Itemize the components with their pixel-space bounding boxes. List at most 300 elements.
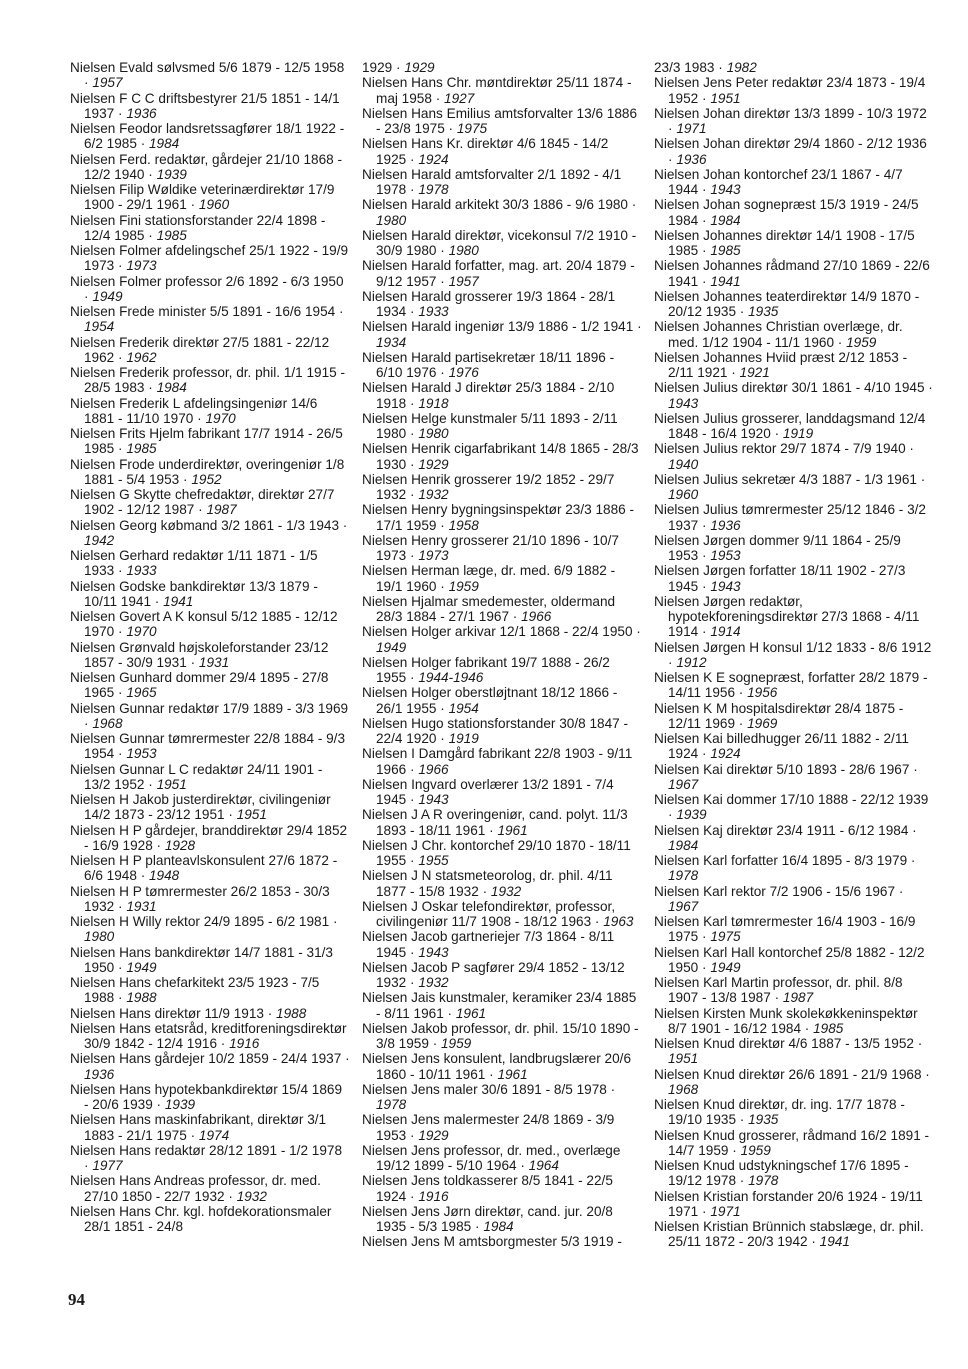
index-entry <box>654 792 934 823</box>
entry-year: 1962 <box>126 349 157 365</box>
index-entry <box>70 853 350 884</box>
index-entry <box>654 1158 934 1189</box>
entry-text: Nielsen Karl Hall kontorchef 25/8 1882 - 12/2 1950 · <box>654 944 925 975</box>
entry-text: Nielsen F C C driftsbestyrer 21/5 1851 - 14/1 1937 · <box>70 90 340 121</box>
entry-year: 1976 <box>448 365 479 380</box>
entry-text: Nielsen Julius direktør 30/1 1861 - 4/10 1945 · <box>654 380 933 396</box>
entry-year: 1939 <box>164 1097 196 1112</box>
index-entry <box>362 472 642 503</box>
entry-year: 1971 <box>710 1203 741 1219</box>
index-entry <box>70 365 350 396</box>
entry-year: 1924 <box>710 746 741 762</box>
entry-year: 1984 <box>483 1219 514 1234</box>
index-entry <box>654 1128 934 1159</box>
entry-text: Nielsen Jens M amtsborgmester 5/3 1919 - <box>362 1234 622 1250</box>
entry-year: 1948 <box>149 868 180 884</box>
entry-text: Nielsen Helge kunstmaler 5/11 1893 - 2/11 1980 · <box>362 410 618 441</box>
entry-year: 1943 <box>418 944 449 960</box>
entry-year: 1932 <box>490 883 522 899</box>
entry-text: Nielsen Johannes Christian overlæge, dr. med. 1/12 1904 - 11/1 1960 · <box>654 319 903 350</box>
entry-text: Nielsen Hugo stationsforstander 30/8 1847 - 22/4 1920 · <box>362 715 628 746</box>
entry-text: Nielsen Julius grosserer, landdagsmand 12/4 1848 - 16/4 1920 · <box>654 410 926 441</box>
entry-text: Nielsen Gerhard redaktør 1/11 1871 - 1/5 1933 · <box>70 548 318 579</box>
index-entry <box>654 60 934 75</box>
entry-text: Nielsen Jais kunstmaler, keramiker 23/4 1885 - 8/11 1961 · <box>362 990 637 1021</box>
entry-year: 1970 <box>205 410 236 426</box>
entry-year: 1931 <box>198 654 230 670</box>
index-entry <box>654 1067 934 1098</box>
entry-year: 1939 <box>676 807 707 823</box>
index-entry <box>654 228 934 259</box>
entry-year: 1960 <box>198 197 230 213</box>
entry-year: 1961 <box>455 1005 487 1021</box>
entry-text: Nielsen Folmer professor 2/6 1892 - 6/3 1950 · <box>70 273 344 304</box>
entry-text: Nielsen Harald arkitekt 30/3 1886 - 9/6 1980 · <box>362 197 637 213</box>
entry-text: Nielsen Karl rektor 7/2 1906 - 15/6 1967 · <box>654 883 904 899</box>
entry-text: Nielsen Grønvald højskoleforstander 23/12 1857 - 30/9 1931 · <box>70 639 329 670</box>
entry-text: Nielsen Hans chefarkitekt 23/5 1923 - 7/5 1988 · <box>70 975 320 1006</box>
entry-text: Nielsen Frede minister 5/5 1891 - 16/6 1954 · <box>70 304 344 319</box>
entry-year: 1916 <box>418 1188 449 1204</box>
entry-year: 1949 <box>376 639 407 655</box>
entry-text: Nielsen Johan direktør 13/3 1899 - 10/3 1972 · <box>654 105 927 136</box>
entry-year: 1939 <box>156 166 187 182</box>
entry-text: Nielsen Karl Martin professor, dr. phil. 8/8 1907 - 13/8 1987 · <box>654 975 903 1006</box>
entry-text: Nielsen Henrik cigarfabrikant 14/8 1865 - 28/3 1930 · <box>362 441 639 472</box>
entry-text: Nielsen Godske bankdirektør 13/3 1879 - 10/11 1941 · <box>70 578 318 609</box>
entry-year: 1944-1946 <box>418 670 484 685</box>
index-entry <box>70 487 350 518</box>
entry-text: Nielsen Jakob professor, dr. phil. 15/10 1890 - 3/8 1959 · <box>362 1020 639 1051</box>
entry-year: 1967 <box>668 776 699 792</box>
index-entry <box>654 136 934 167</box>
index-entry <box>70 914 350 945</box>
entry-text: Nielsen Kaj direktør 23/4 1911 - 6/12 1984 · <box>654 822 917 838</box>
index-entry <box>70 1173 350 1204</box>
entry-year: 1949 <box>126 959 157 975</box>
index-entry <box>654 197 934 228</box>
entry-year: 1963 <box>603 914 634 929</box>
entry-text: Nielsen Johannes rådmand 27/10 1869 - 22/6 1941 · <box>654 258 930 289</box>
entry-year: 1952 <box>191 471 222 487</box>
entry-year: 1957 <box>92 75 123 91</box>
entry-year: 1961 <box>497 822 528 838</box>
entry-year: 1932 <box>418 487 449 502</box>
entry-year: 1969 <box>747 715 778 731</box>
entry-year: 1919 <box>448 731 479 746</box>
entry-year: 1987 <box>782 990 814 1006</box>
index-entry <box>362 289 642 320</box>
index-entry <box>70 640 350 671</box>
index-entry <box>70 1143 350 1174</box>
entry-year: 1956 <box>747 685 778 701</box>
entry-text: Nielsen Johannes teaterdirektør 14/9 1870 - 20/12 1935 · <box>654 288 920 319</box>
entry-year: 1977 <box>92 1158 123 1173</box>
entry-year: 1941 <box>710 273 741 289</box>
entry-text: Nielsen Karl tømrermester 16/4 1903 - 16/9 1975 · <box>654 914 916 945</box>
index-entry <box>362 777 642 808</box>
entry-year: 1964 <box>528 1158 559 1173</box>
entry-year: 1957 <box>448 273 479 289</box>
index-entry <box>654 1219 934 1250</box>
index-entry <box>654 1097 934 1128</box>
entry-text: Nielsen Georg købmand 3/2 1861 - 1/3 1943 · <box>70 517 348 533</box>
entry-year: 1933 <box>126 563 157 579</box>
index-entry <box>654 762 934 793</box>
entry-text: Nielsen H P tømrermester 26/2 1853 - 30/3 1932 · <box>70 883 330 914</box>
entry-text: Nielsen Frits Hjelm fabrikant 17/7 1914 - 26/5 1985 · <box>70 426 343 457</box>
index-entry <box>362 1082 642 1113</box>
entry-text: Nielsen J Chr. kontorchef 29/10 1870 - 18/11 1955 · <box>362 837 631 868</box>
index-entry <box>362 899 642 930</box>
entry-text: Nielsen Gunnar tømrermester 22/8 1884 - 9/3 1954 · <box>70 731 346 762</box>
entry-text: Nielsen Kristian Brünnich stabslæge, dr. phil. 25/11 1872 - 20/3 1942 · <box>654 1219 924 1250</box>
index-entry <box>70 121 350 152</box>
entry-text: Nielsen Hans bankdirektør 14/7 1881 - 31/3 1950 · <box>70 944 333 975</box>
index-entry <box>70 152 350 183</box>
index-entry <box>70 670 350 701</box>
entry-text: Nielsen Kai direktør 5/10 1893 - 28/6 1967 · <box>654 761 918 777</box>
entry-year: 1959 <box>448 578 479 594</box>
index-entry <box>362 60 642 75</box>
entry-text: Nielsen Evald sølvsmed 5/6 1879 - 12/5 1958 · <box>70 60 345 91</box>
entry-text: Nielsen Julius rektor 29/7 1874 - 7/9 1940 · <box>654 441 914 457</box>
entry-year: 1988 <box>276 1005 307 1021</box>
entry-year: 1975 <box>456 121 488 136</box>
entry-text: Nielsen Frederik professor, dr. phil. 1/1 1915 - 28/5 1983 · <box>70 365 346 396</box>
entry-year: 1984 <box>710 212 741 228</box>
index-entry <box>70 762 350 793</box>
index-entry <box>70 1051 350 1082</box>
index-entry <box>654 289 934 320</box>
entry-year: 1935 <box>748 304 779 319</box>
entry-text: Nielsen Henry grosserer 21/10 1896 - 10/7 1973 · <box>362 532 619 563</box>
index-entry <box>70 396 350 427</box>
entry-text: Nielsen G Skytte chefredaktør, direktør 27/7 1902 - 12/12 1987 · <box>70 487 335 518</box>
entry-text: Nielsen J A R overingeniør, cand. polyt. 11/3 1893 - 18/11 1961 · <box>362 807 628 838</box>
entry-text: Nielsen Herman læge, dr. med. 6/9 1882 - 19/1 1960 · <box>362 563 616 594</box>
index-entry <box>654 914 934 945</box>
entry-text: Nielsen Holger arkivar 12/1 1868 - 22/4 1950 · <box>362 624 641 640</box>
entry-year: 1960 <box>668 487 699 502</box>
entry-year: 1966 <box>418 761 449 777</box>
entry-year: 1984 <box>149 136 180 152</box>
entry-year: 1966 <box>521 609 552 624</box>
entry-text: Nielsen Hans etatsråd, kreditforeningsdirektør 30/9 1842 - 12/4 1916 · <box>70 1020 347 1051</box>
entry-year: 1951 <box>156 776 187 792</box>
entry-text: Nielsen Fini stationsforstander 22/4 1898 - 12/4 1985 · <box>70 212 326 243</box>
index-entry <box>362 411 642 442</box>
entry-text: Nielsen Karl forfatter 16/4 1895 - 8/3 1979 · <box>654 853 916 868</box>
index-entry <box>362 441 642 472</box>
index-entry <box>70 975 350 1006</box>
index-entry <box>70 335 350 366</box>
entry-text: Nielsen Johan kontorchef 23/1 1867 - 4/7 1944 · <box>654 166 903 197</box>
entry-text: Nielsen Harald forfatter, mag. art. 20/4 1879 - 9/12 1957 · <box>362 258 635 289</box>
entry-text: Nielsen Kristian forstander 20/6 1924 - 19/11 1971 · <box>654 1188 923 1219</box>
entry-year: 1982 <box>726 60 757 75</box>
entry-text: Nielsen Henry bygningsinspektør 23/3 1886 - 17/1 1959 · <box>362 502 635 533</box>
entry-text: Nielsen Hans Emilius amtsforvalter 13/6 1886 - 23/8 1975 · <box>362 105 638 136</box>
index-entry <box>70 243 350 274</box>
index-entry <box>654 640 934 671</box>
index-entry <box>362 1051 642 1082</box>
entry-text: Nielsen Govert A K konsul 5/12 1885 - 12/12 1970 · <box>70 609 338 640</box>
index-entry <box>362 380 642 411</box>
index-entry <box>70 945 350 976</box>
entry-text: Nielsen Filip Wøldike veterinærdirektør 17/9 1900 - 29/1 1961 · <box>70 182 335 213</box>
entry-year: 1954 <box>448 700 479 716</box>
entry-year: 1932 <box>236 1188 267 1204</box>
entry-text: Nielsen Feodor landsretssagfører 18/1 1922 - 6/2 1985 · <box>70 121 345 152</box>
page-number: 94 <box>68 1290 85 1309</box>
index-entry <box>362 1143 642 1174</box>
entry-year: 1967 <box>668 898 699 914</box>
entry-text: Nielsen Knud direktør 4/6 1887 - 13/5 1952 · <box>654 1036 923 1051</box>
index-entry <box>654 319 934 350</box>
index-entry <box>654 75 934 106</box>
index-entry <box>654 167 934 198</box>
entry-text: Nielsen Kai billedhugger 26/11 1882 - 2/11 1924 · <box>654 731 909 762</box>
index-entry <box>362 929 642 960</box>
entry-text: Nielsen H Jakob justerdirektør, civilingeniør 14/2 1873 - 23/12 1951 · <box>70 792 331 823</box>
entry-text: Nielsen Jørgen forfatter 18/11 1902 - 27/3 1945 · <box>654 563 906 594</box>
index-entry <box>362 258 642 289</box>
entry-year: 1936 <box>126 105 157 121</box>
index-entry <box>654 533 934 564</box>
index-entry <box>362 1234 642 1249</box>
entry-year: 1978 <box>748 1173 779 1189</box>
index-entry <box>654 380 934 411</box>
entry-text: Nielsen Johannes direktør 14/1 1908 - 17/5 1985 · <box>654 227 915 258</box>
entry-year: 1985 <box>126 441 157 457</box>
index-entry <box>362 197 642 228</box>
index-entry <box>70 1006 350 1021</box>
index-entry <box>70 274 350 305</box>
index-entry <box>362 960 642 991</box>
index-entry <box>70 213 350 244</box>
index-entry <box>654 884 934 915</box>
index-entry <box>654 975 934 1006</box>
entry-text: Nielsen Folmer afdelingschef 25/1 1922 - 19/9 1973 · <box>70 243 349 274</box>
entry-text: Nielsen Hans gårdejer 10/2 1859 - 24/4 1937 · <box>70 1051 350 1067</box>
entry-text: Nielsen Harald grosserer 19/3 1864 - 28/1 1934 · <box>362 288 616 319</box>
entry-text: Nielsen Jens Peter redaktør 23/4 1873 - 19/4 1952 · <box>654 75 926 106</box>
index-entry <box>654 441 934 472</box>
index-entry <box>70 182 350 213</box>
entry-year: 1935 <box>748 1112 779 1128</box>
index-entry <box>70 823 350 854</box>
entry-text: Nielsen Jens Jørn direktør, cand. jur. 20/8 1935 - 5/3 1985 · <box>362 1203 613 1234</box>
entry-text: Nielsen H Willy rektor 24/9 1895 - 6/2 1981 · <box>70 914 338 929</box>
entry-year: 1940 <box>668 456 699 472</box>
entry-text: Nielsen Jens malermester 24/8 1869 - 3/9 1953 · <box>362 1112 615 1143</box>
index-entry <box>362 1173 642 1204</box>
index-entry <box>654 1006 934 1037</box>
entry-year: 1955 <box>418 853 449 868</box>
entry-year: 1985 <box>710 243 741 258</box>
index-entry <box>654 1189 934 1220</box>
index-entry <box>654 823 934 854</box>
entry-year: 1949 <box>92 288 123 304</box>
index-entry <box>362 716 642 747</box>
index-entry <box>654 502 934 533</box>
entry-year: 1932 <box>418 975 449 990</box>
index-entry <box>362 319 642 350</box>
index-entry <box>362 624 642 655</box>
index-entry <box>70 60 350 91</box>
entry-year: 1941 <box>819 1234 850 1250</box>
entry-year: 1919 <box>782 426 814 441</box>
entry-text: Nielsen H P gårdejer, branddirektør 29/4 1852 - 16/9 1928 · <box>70 822 348 853</box>
entry-year: 1974 <box>198 1127 230 1143</box>
index-entry <box>362 1021 642 1052</box>
entry-text: Nielsen Frode underdirektør, overingeniør 1/8 1881 - 5/4 1953 · <box>70 456 345 487</box>
entry-year: 1943 <box>418 792 449 807</box>
index-entry <box>654 1036 934 1067</box>
entry-year: 1933 <box>418 304 449 319</box>
entry-text: Nielsen Ferd. redaktør, gårdejer 21/10 1868 - 12/2 1940 · <box>70 151 343 182</box>
index-entry <box>362 1204 642 1235</box>
index-entry <box>654 731 934 762</box>
entry-text: Nielsen Harald J direktør 25/3 1884 - 2/10 1918 · <box>362 380 615 411</box>
entry-year: 1985 <box>156 227 187 243</box>
entry-text: Nielsen I Damgård fabrikant 22/8 1903 - 9/11 1966 · <box>362 746 633 777</box>
entry-year: 1942 <box>84 532 115 548</box>
entry-text: Nielsen Johan direktør 29/4 1860 - 2/12 1936 · <box>654 136 927 167</box>
index-entry <box>70 579 350 610</box>
entry-year: 1985 <box>813 1020 844 1036</box>
entry-year: 1943 <box>710 182 741 197</box>
entry-year: 1936 <box>84 1066 115 1082</box>
entry-text: Nielsen Jens toldkasserer 8/5 1841 - 22/5 1924 · <box>362 1173 613 1204</box>
index-entry <box>70 304 350 335</box>
entry-text: Nielsen J Oskar telefondirektør, professor, civilingeniør 11/7 1908 - 18/12 1963 · <box>362 898 616 929</box>
index-entry <box>70 548 350 579</box>
entry-year: 1941 <box>163 593 194 609</box>
index-entry <box>70 884 350 915</box>
entry-year: 1984 <box>156 380 187 396</box>
entry-year: 1936 <box>676 151 707 167</box>
entry-text: Nielsen Julius tømrermester 25/12 1846 - 3/2 1937 · <box>654 502 926 533</box>
entry-text: Nielsen Knud grosserer, rådmand 16/2 1891 - 14/7 1959 · <box>654 1127 930 1158</box>
entry-text: Nielsen Hans Kr. direktør 4/6 1845 - 14/2 1925 · <box>362 136 609 167</box>
entry-text: Nielsen Knud direktør, dr. ing. 17/7 1878 - 19/10 1935 · <box>654 1097 905 1128</box>
entry-text: Nielsen K M hospitalsdirektør 28/4 1875 - 12/11 1969 · <box>654 700 904 731</box>
entry-year: 1980 <box>84 929 115 945</box>
entry-year: 1971 <box>676 121 707 136</box>
entry-text: Nielsen Ingvard overlærer 13/2 1891 - 7/4 1945 · <box>362 776 614 807</box>
index-entry <box>362 106 642 137</box>
entry-year: 1921 <box>739 365 770 380</box>
entry-year: 1953 <box>126 746 157 762</box>
entry-text: Nielsen Harald direktør, vicekonsul 7/2 1910 - 30/9 1980 · <box>362 227 637 258</box>
index-entry <box>654 258 934 289</box>
entry-text: Nielsen Jens professor, dr. med., overlæge 19/12 1899 - 5/10 1964 · <box>362 1142 621 1173</box>
index-entry <box>70 426 350 457</box>
entry-text: Nielsen Jacob gartneriejer 7/3 1864 - 8/11 1945 · <box>362 929 615 960</box>
index-entry <box>654 594 934 640</box>
entry-year: 1953 <box>710 548 741 563</box>
index-entry <box>654 472 934 503</box>
entry-text: Nielsen Kirsten Munk skolekøkkeninspektør 8/7 1901 - 16/12 1984 · <box>654 1005 918 1036</box>
index-entry <box>362 350 642 381</box>
entry-text: Nielsen Frederik direktør 27/5 1881 - 22/12 1962 · <box>70 334 330 365</box>
entry-year: 1984 <box>668 837 699 853</box>
entry-text: Nielsen Harald amtsforvalter 2/1 1892 - 4/1 1978 · <box>362 166 622 197</box>
entry-text: Nielsen J N statsmeteorolog, dr. phil. 4/11 1877 - 15/8 1932 · <box>362 868 613 899</box>
entry-text: 1929 · <box>362 60 405 75</box>
entry-year: 1929 <box>404 60 435 75</box>
index-entry <box>70 701 350 732</box>
entry-year: 1924 <box>418 151 449 167</box>
entry-year: 1914 <box>710 624 741 640</box>
index-entry <box>70 1112 350 1143</box>
entry-year: 1951 <box>710 90 741 106</box>
entry-year: 1929 <box>418 456 449 472</box>
entry-year: 1912 <box>676 654 707 670</box>
index-entry <box>362 502 642 533</box>
index-entry <box>362 228 642 259</box>
index-entry <box>362 1112 642 1143</box>
entry-text: Nielsen Holger oberstløjtnant 18/12 1866 - 26/1 1955 · <box>362 685 618 716</box>
entry-text: Nielsen K E sognepræst, forfatter 28/2 1879 - 14/11 1956 · <box>654 670 928 701</box>
entry-text: 23/3 1983 · <box>654 60 727 75</box>
entry-year: 1934 <box>376 334 407 350</box>
entry-text: Nielsen Johannes Hviid præst 2/12 1853 - 2/11 1921 · <box>654 349 908 380</box>
entry-text: Nielsen Harald partisekretær 18/11 1896 - 6/10 1976 · <box>362 349 615 380</box>
entry-year: 1959 <box>441 1036 472 1051</box>
entry-text: Nielsen Harald ingeniør 13/9 1886 - 1/2 1941 · <box>362 319 642 335</box>
entry-year: 1968 <box>92 715 123 731</box>
index-entry <box>654 350 934 381</box>
index-column-1 <box>70 60 350 1234</box>
index-entry <box>362 807 642 838</box>
index-entry <box>362 563 642 594</box>
index-entry <box>362 136 642 167</box>
index-column-3 <box>654 60 934 1250</box>
entry-year: 1954 <box>84 319 115 335</box>
entry-year: 1978 <box>418 182 449 197</box>
entry-text: Nielsen Frederik L afdelingsingeniør 14/6 1881 - 11/10 1970 · <box>70 395 318 426</box>
entry-text: Nielsen Jacob P sagfører 29/4 1852 - 13/12 1932 · <box>362 959 625 990</box>
entry-year: 1980 <box>376 212 407 228</box>
entry-text: Nielsen Hjalmar smedemester, oldermand 28/3 1884 - 27/1 1967 · <box>362 593 616 624</box>
entry-text: Nielsen Hans hypotekbankdirektør 15/4 1869 - 20/6 1939 · <box>70 1081 343 1112</box>
index-entry <box>362 533 642 564</box>
entry-year: 1988 <box>126 990 157 1006</box>
entry-year: 1973 <box>418 548 449 563</box>
index-entry <box>362 990 642 1021</box>
entry-text: Nielsen Hans maskinfabrikant, direktør 3/1 1883 - 21/1 1975 · <box>70 1112 327 1143</box>
entry-year: 1968 <box>668 1081 699 1097</box>
index-entry <box>70 91 350 122</box>
entry-text: Nielsen Hans Chr. kgl. hofdekorationsmaler 28/1 1851 - 24/8 <box>70 1203 332 1234</box>
index-entry <box>362 594 642 625</box>
entry-year: 1927 <box>444 90 475 106</box>
entry-year: 1980 <box>448 243 479 258</box>
entry-text: Nielsen H P planteavlskonsulent 27/6 1872 - 6/6 1948 · <box>70 853 338 884</box>
index-entry <box>70 1082 350 1113</box>
entry-year: 1951 <box>668 1051 699 1067</box>
entry-year: 1975 <box>710 929 741 945</box>
index-entry <box>362 655 642 686</box>
index-entry <box>70 1204 350 1235</box>
entry-year: 1951 <box>236 807 267 823</box>
entry-text: Nielsen Jørgen dommer 9/11 1864 - 25/9 1953 · <box>654 532 901 563</box>
entry-text: Nielsen Gunhard dommer 29/4 1895 - 27/8 1965 · <box>70 670 329 701</box>
index-entry <box>654 411 934 442</box>
